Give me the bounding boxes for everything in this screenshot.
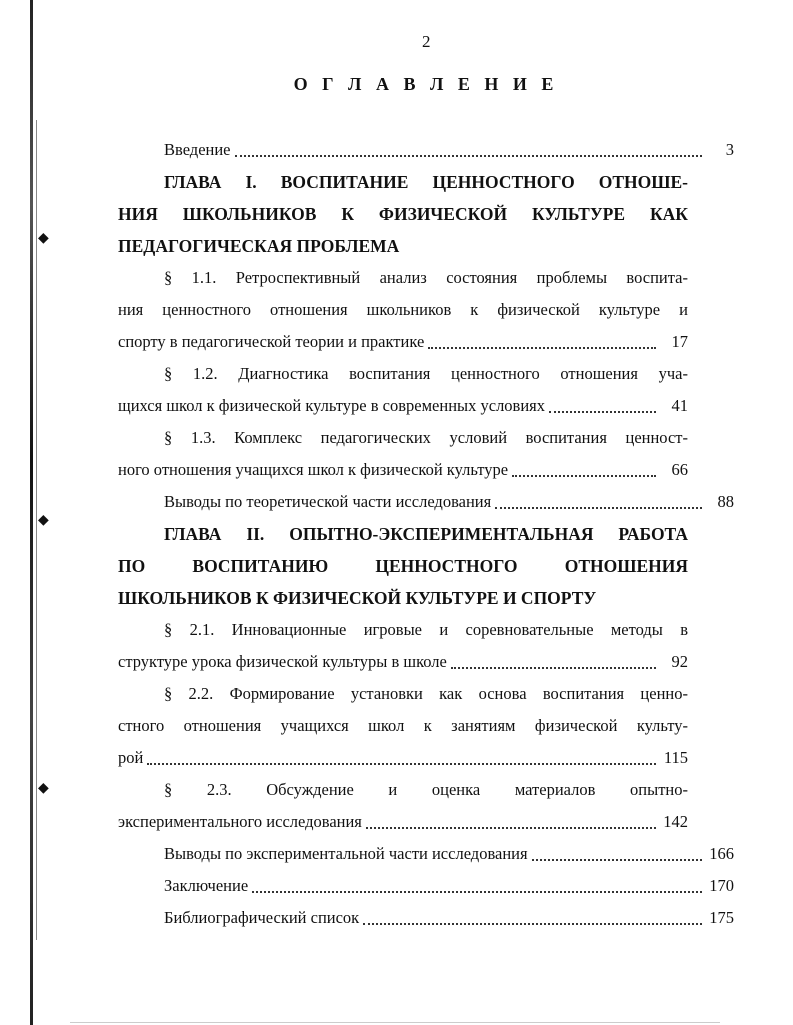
toc-entry-conclusion[interactable] (118, 870, 734, 902)
toc-page-number: 41 (671, 396, 688, 415)
toc-entry-line: § 2.3. Обсуждение и оценка материалов опытно- (164, 780, 688, 799)
toc-chapter-2[interactable] (118, 518, 688, 614)
toc-entry-section-1-1[interactable] (118, 262, 688, 358)
toc-entry-line: § 2.2. Формирование установки как основа воспитания ценно- (164, 684, 688, 703)
toc-entry-line: рой (118, 748, 144, 767)
toc-entry-section-1-2[interactable] (118, 358, 688, 422)
toc-entry-label: Введение (164, 140, 231, 159)
toc-entry-line: спорту в педагогической теории и практике (118, 332, 425, 351)
toc-entry-section-2-3[interactable] (118, 774, 688, 838)
toc-page-number: 170 (709, 876, 734, 895)
leader-dots (366, 811, 656, 830)
chapter-heading-line: ГЛАВА II. ОПЫТНО-ЭКСПЕРИМЕНТАЛЬНАЯ РАБОТА (164, 524, 688, 544)
leader-dots (147, 747, 656, 766)
toc-page-number: 175 (709, 908, 734, 927)
toc-entry-section-2-1[interactable] (118, 614, 688, 678)
toc-page-number: 88 (717, 492, 734, 511)
toc-page-number: 17 (671, 332, 688, 351)
toc-entry-label: Библиографический список (164, 908, 360, 927)
toc-title: О Г Л А В Л Е Н И Е (293, 74, 559, 94)
toc-entry-line: ния ценностного отношения школьников к физической культуре и (118, 300, 688, 319)
leader-dots (252, 875, 702, 894)
scan-edge-left (30, 0, 33, 1025)
chapter-heading-line: ПЕДАГОГИЧЕСКАЯ ПРОБЛЕМА (118, 236, 400, 256)
leader-dots (512, 459, 656, 478)
toc-page-number: 142 (663, 812, 688, 831)
leader-dots (451, 651, 656, 670)
scan-mark: ◆ (38, 513, 49, 528)
leader-dots (363, 907, 702, 926)
leader-dots (428, 331, 656, 350)
toc-page-number: 166 (709, 844, 734, 863)
toc-entry-label: Выводы по экспериментальной части исследования (164, 844, 528, 863)
leader-dots (532, 843, 702, 862)
toc-entry-section-1-3[interactable] (118, 422, 688, 486)
leader-dots (549, 395, 656, 414)
scan-bottom-edge (70, 1022, 720, 1023)
toc-entry-conclusions-theory[interactable] (118, 486, 734, 518)
scan-mark: ◆ (38, 781, 49, 796)
toc-entry-line: § 1.3. Комплекс педагогических условий воспитания ценност- (164, 428, 688, 447)
toc-entry-section-2-2[interactable] (118, 678, 688, 774)
chapter-heading-line: ГЛАВА I. ВОСПИТАНИЕ ЦЕННОСТНОГО ОТНОШЕ- (164, 172, 688, 192)
chapter-heading-line: ШКОЛЬНИКОВ К ФИЗИЧЕСКОЙ КУЛЬТУРЕ И СПОРТУ (118, 588, 597, 608)
chapter-heading-line: НИЯ ШКОЛЬНИКОВ К ФИЗИЧЕСКОЙ КУЛЬТУРЕ КАК (118, 204, 688, 224)
toc-entry-label: Заключение (164, 876, 249, 895)
page-number: 2 (422, 32, 431, 51)
toc-entry-line: структуре урока физической культуры в школе (118, 652, 447, 671)
toc-entry-conclusions-experiment[interactable] (118, 838, 734, 870)
toc-page-number: 3 (725, 140, 734, 159)
toc-page-number: 66 (671, 460, 688, 479)
scan-mark: ◆ (38, 231, 49, 246)
chapter-heading-line: ПО ВОСПИТАНИЮ ЦЕННОСТНОГО ОТНОШЕНИЯ (118, 556, 688, 576)
leader-dots (495, 491, 702, 510)
toc-entry-intro[interactable] (118, 134, 734, 166)
toc-entry-line: экспериментального исследования (118, 812, 362, 831)
toc-page-number: 92 (671, 652, 688, 671)
toc-page-number: 115 (663, 748, 688, 767)
leader-dots (235, 139, 702, 158)
toc-entry-line: щихся школ к физической культуре в современных условиях (118, 396, 546, 415)
toc-entry-line: ного отношения учащихся школ к физической культуре (118, 460, 509, 479)
toc-chapter-1[interactable] (118, 166, 688, 262)
scan-edge-inner (36, 120, 37, 940)
toc-entry-label: Выводы по теоретической части исследования (164, 492, 492, 511)
toc-entry-bibliography[interactable] (118, 902, 734, 934)
toc-entry-line: стного отношения учащихся школ к занятиям физической культу- (118, 716, 688, 735)
toc-entry-line: § 2.1. Инновационные игровые и соревновательные методы в (164, 620, 688, 639)
toc-entry-line: § 1.2. Диагностика воспитания ценностного отношения уча- (164, 364, 688, 383)
toc-entry-line: § 1.1. Ретроспективный анализ состояния проблемы воспита- (164, 268, 688, 287)
